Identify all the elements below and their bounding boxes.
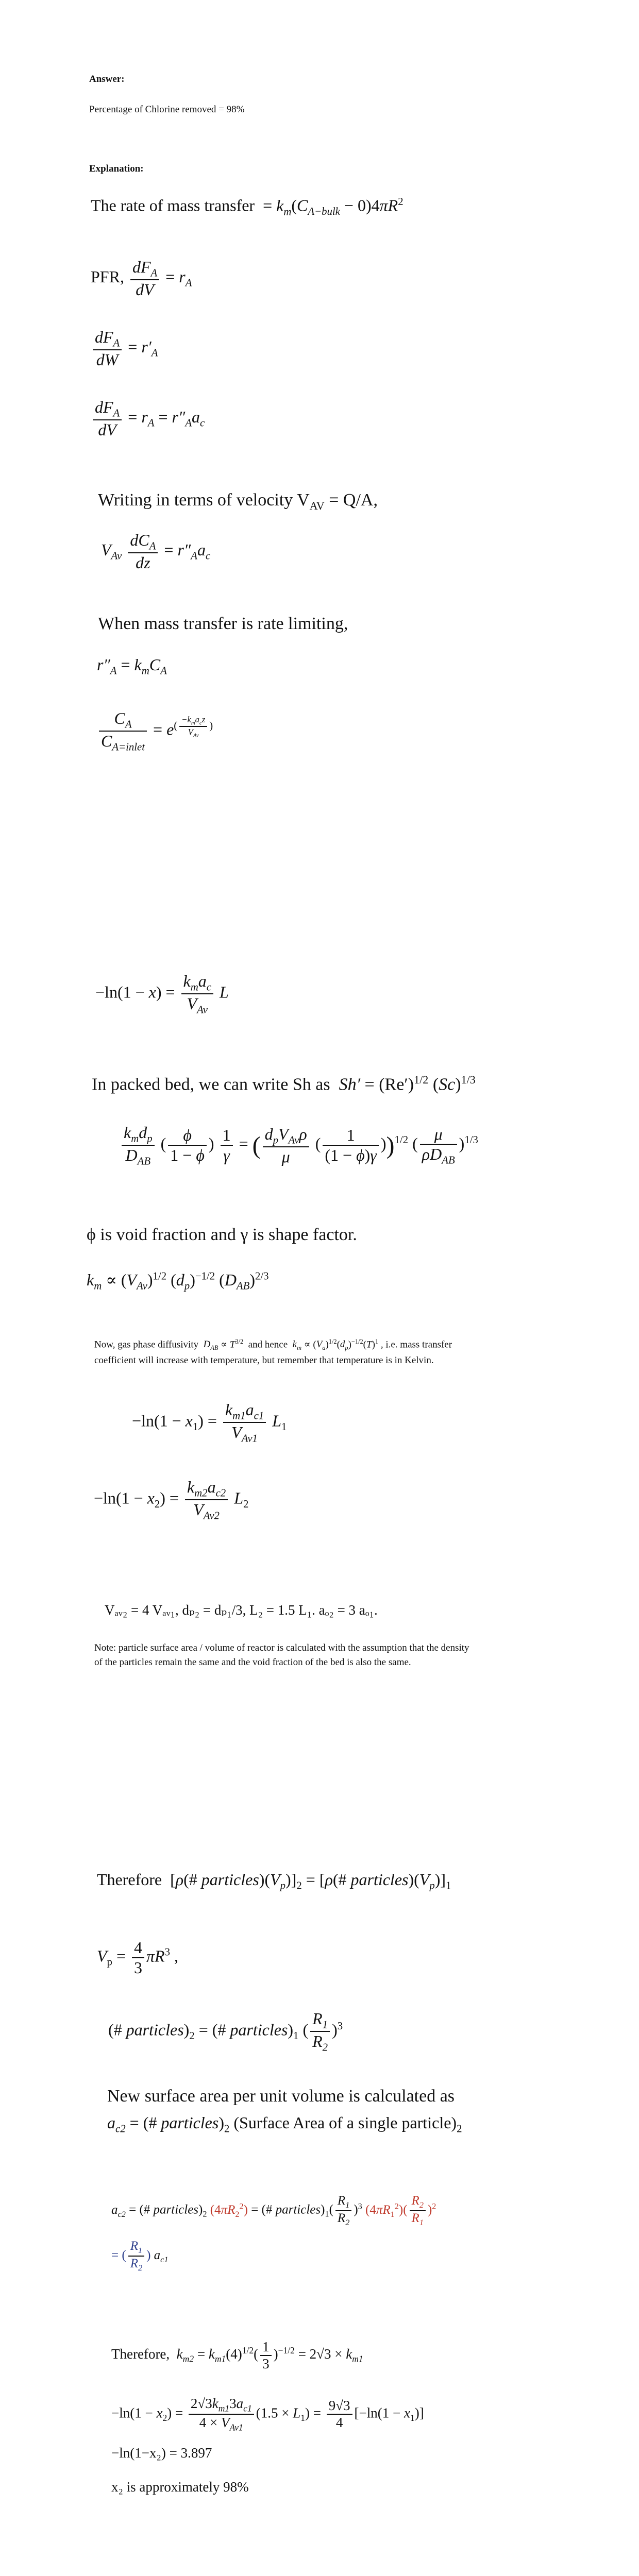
diffusivity-note-line-2: coefficient will increase with temperature, but remember that temperature is in Kelvin. (94, 1355, 434, 1366)
packed-bed-line: In packed bed, we can write Sh as $Sh' = (Re')^{1/2}$ $(Sc)^{1/3}$ (92, 1073, 476, 1094)
km2-equation: Therefore, $k_{m2} = k_{m1}(4)^{1/2}$( $\frac{1}{3}$ )$^{-1/2} = 2√3 \times k_{m1}$ (111, 2339, 363, 2371)
final-answer-line: x₂ is approximately 98% (111, 2479, 249, 2495)
velocity-line: Writing in terms of velocity $V_{AV} = Q/A$, (98, 490, 378, 512)
therefore-label: Therefore (97, 1870, 162, 1889)
dfa-dw-equation: $\frac{dF_A}{dW}$ = $r'_A$ (91, 328, 158, 369)
particle-volume-equation: $V_p$ = $\frac{4}{3}$ $\pi R^3$ , (97, 1938, 178, 1977)
result-value-line: −ln(1−x₂) = 3.897 (111, 2445, 212, 2461)
log-conversion-equation: −ln(1 − x) = $\frac{k_ma_c}{V_{Av}}$ L (95, 972, 229, 1016)
surface-area-derivation-equation: $a_{c2}$ = (# $particles)_2$ $(4\pi R_2^2)$ = (# $particles)_1$( $\frac{R_1}{R_2}$ )$^3$ $(4\pi R_1^2)$( $\frac{R_2}{R_1}$ )$^2$ (111, 2194, 436, 2227)
rate-equation: The rate of mass transfer = $k_m(C_{A-bulk} - 0)4\pi R^2$ (91, 196, 403, 218)
log-conversion-1-equation: $-\ln(1 - x_1)$ = $\frac{k_{m1}a_{c1}}{V_{Av1}}$ $L_1$ (132, 1400, 287, 1445)
surface-area-result-equation: = ( $\frac{R_1}{R_2}$ ) $a_{c1}$ (111, 2239, 169, 2273)
answer-text: Percentage of Chlorine removed = 98% (89, 104, 245, 115)
note-line-2: of the particles remain the same and the void fraction of the bed is also the same. (94, 1657, 411, 1668)
mass-conservation-equation: Therefore [ρ(# $particles)(V_p)]_2$ = [ρ(# $particles)(V_p)]_1$ (97, 1870, 451, 1892)
void-fraction-line: ϕ is void fraction and γ is shape factor. (87, 1225, 357, 1244)
answer-heading: Answer: (89, 74, 125, 84)
dfa-dv-equation: $\frac{dF_A}{dV}$ = $r_A = r''_Aa_c$ (91, 398, 205, 439)
rate-limiting-equation: $r''_A = k_mC_A$ (97, 655, 167, 677)
sherwood-equation: $\frac{k_md_p}{D_{AB}}$ ( $\frac{\phi}{1 - \phi}$ ) $\frac{1}{\gamma}$ = ( $\frac{d_pV_{Av}\rho}{\mu}$ ( $\frac{1}{(1 - \phi)\gamma}$ ))$^{1/2}$ ( $\frac{\mu}{\rho D_{AB}}$ )$^{1/3}$ (120, 1123, 478, 1168)
velocity-equation: $V_{Av}$ $\frac{dC_A}{dz}$ = $r''_Aa_c$ (101, 531, 211, 572)
pfr-equation: PFR, $\frac{dF_A}{dV}$ = $r_A$ (91, 258, 192, 299)
note-line-1: Note: particle surface area / volume of reactor is calculated with the assumption that the density (94, 1642, 469, 1653)
km-proportional-equation: $k_m \propto (V_{Av})^{1/2}$ $(d_p)^{-1/2}$ $(D_{AB})^{2/3}$ (87, 1270, 269, 1292)
rate-limiting-line: When mass transfer is rate limiting, (98, 614, 348, 633)
log-conversion-2-equation: $-\ln(1 - x_2)$ = $\frac{k_{m2}a_{c2}}{V_{Av2}}$ $L_2$ (94, 1478, 249, 1522)
diffusivity-note-line-1: Now, gas phase diffusivity $D_{AB} \propto T^{3/2}$ and hence $k_m \propto (V_a)^{1/2}(d_p)^{-1/2}(T)^1$ , i.e. mass transfer (94, 1338, 452, 1352)
therefore-2-label: Therefore, (111, 2346, 170, 2362)
surface-area-line: New surface area per unit volume is calculated as (107, 2087, 455, 2106)
particle-count-equation: (# $particles)_2$ = (# $particles)_1$ ( $\frac{R_1}{R_2}$ )$^3$ (108, 2009, 343, 2054)
pfr-label: PFR, (91, 267, 124, 286)
surface-area-tail: (Surface Area of a single particle) (233, 2113, 457, 2132)
explanation-heading: Explanation: (89, 163, 144, 174)
surface-area-equation: $a_{c2}$ = (# $particles)_2$ (Surface Area of a single $particle)_2$ (107, 2113, 462, 2135)
conditions-line: Vₐᵥ₂ = 4 Vₐᵥ₁, dₚ₂ = dₚ₁/3, L₂ = 1.5 L₁. aₒ₂ = 3 aₒ₁. (105, 1602, 378, 1618)
concentration-ratio-equation: $\frac{C_A}{C_{A=inlet}}$ = $e^{( \frac{-k_ma_cz}{V_{Av}} )}$ (97, 709, 213, 754)
rate-label: The rate of mass transfer (91, 196, 255, 215)
log-conversion-2-derivation: $-\ln(1 - x_2)$ = $\frac{2√3k_{m1}3a_{c1}}{4 \times V_{Av1}}$ $(1.5 \times L_1)$ = $\frac{9√3}{4}$ $[-\ln(1 - x_1)]$ (111, 2396, 424, 2433)
